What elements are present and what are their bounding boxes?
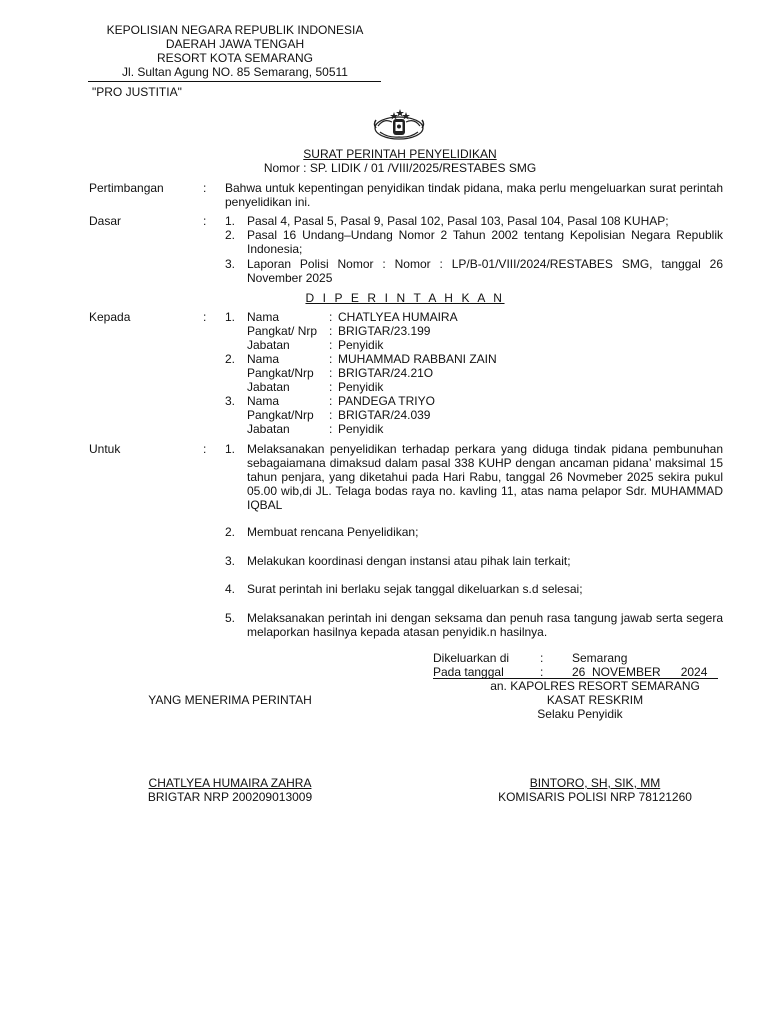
recipient-name: CHATLYEA HUMAIRA ZAHRA (148, 776, 312, 790)
pertimbangan-text: Bahwa untuk kepentingan penyidikan tindak pidana, maka perlu mengeluarkan surat perintah penyelidikan ini. (225, 181, 723, 209)
dasar-item-1-number: 1. (225, 214, 236, 228)
person-2-nama-label: Nama (247, 352, 280, 366)
person-3-nama-sep: : (329, 394, 333, 408)
person-2-pangkat: BRIGTAR/24.21O (338, 366, 434, 380)
signatory-line-2: KASAT RESKRIM (546, 693, 644, 707)
issued-place-label: Dikeluarkan di (433, 651, 510, 665)
person-1-nama-label: Nama (247, 310, 280, 324)
dasar-label: Dasar (89, 214, 122, 228)
person-3-number: 3. (225, 394, 236, 408)
issued-place: Semarang (572, 651, 628, 665)
untuk-item-1-number: 1. (225, 442, 236, 456)
person-3-jabatan-label: Jabatan (247, 422, 290, 436)
person-2-number: 2. (225, 352, 236, 366)
kepada-colon: : (203, 310, 207, 324)
untuk-item-3-text: Melakukan koordinasi dengan instansi atau pihak lain terkait; (247, 554, 571, 568)
letterhead-line-3: RESORT KOTA SEMARANG (156, 51, 314, 65)
untuk-item-3-number: 3. (225, 554, 236, 568)
person-1-pangkat-sep: : (329, 324, 333, 338)
signatory-rank: KOMISARIS POLISI NRP 78121260 (498, 790, 692, 804)
signatory-name-block (470, 776, 720, 804)
person-2-nama: MUHAMMAD RABBANI ZAIN (338, 352, 497, 366)
letterhead (85, 23, 385, 79)
person-2-jabatan: Penyidik (338, 380, 384, 394)
recipient-name-block (100, 776, 360, 804)
untuk-item-1-text: Melaksanakan penyelidikan terhadap perkara yang diduga tindak pidana pembunuhan sebagaiamana dimaksud dalam pasal 338 KUHP dengan ancaman pidana’ maksimal 15 tahun penjara, yang diketahui pada Hari Rabu, tanggal 26 Novmeber 2025 sekira pukul 05.00 wib,di JL. Telaga bodas raya no. kavling 11, atas nama pelapor Sdr. MUHAMMAD IQBAL (247, 442, 723, 512)
document-number: Nomor : SP. LIDIK / 01 /VIII/2025/RESTABES SMG (263, 161, 537, 175)
untuk-item-5-text: Melaksanakan perintah ini dengan seksama dan penuh rasa tangung jawab serta segera melaporkan hasilnya kepada atasan penyidik.n hasilnya. (247, 611, 723, 639)
person-3-jabatan-sep: : (329, 422, 333, 436)
untuk-item-2-text: Membuat rencana Penyelidikan; (247, 525, 419, 539)
letterhead-line-2: DAERAH JAWA TENGAH (165, 37, 305, 51)
diperintahkan-heading: D I P E R I N T A H K A N (305, 291, 505, 305)
person-1-jabatan-sep: : (329, 338, 333, 352)
person-1-pangkat: BRIGTAR/23.199 (338, 324, 431, 338)
person-1-number: 1. (225, 310, 236, 324)
person-2-jabatan-sep: : (329, 380, 333, 394)
signatory-line-3: Selaku Penyidik (537, 707, 623, 721)
untuk-item-4-text: Surat perintah ini berlaku sejak tanggal dikeluarkan s.d selesai; (247, 582, 583, 596)
letterhead-rule (88, 81, 381, 82)
untuk-item-4-number: 4. (225, 582, 236, 596)
dasar-item-2-text: Pasal 16 Undang–Undang Nomor 2 Tahun 2002 tentang Kepolisian Negara Republik Indonesia; (247, 228, 723, 256)
recipient-heading: YANG MENERIMA PERINTAH (148, 693, 312, 707)
letterhead-line-1: KEPOLISIAN NEGARA REPUBLIK INDONESIA (106, 23, 364, 37)
person-3-jabatan: Penyidik (338, 422, 384, 436)
person-1-pangkat-label: Pangkat/ Nrp (247, 324, 318, 338)
recipient-rank: BRIGTAR NRP 200209013009 (147, 790, 313, 804)
dasar-item-2-number: 2. (225, 228, 236, 242)
letterhead-address: Jl. Sultan Agung NO. 85 Semarang, 50511 (122, 65, 348, 79)
signatory-name: BINTORO, SH, SIK, MM (529, 776, 661, 790)
issued-date: 26 NOVEMBER 2024 (572, 665, 708, 679)
person-3-pangkat-sep: : (329, 408, 333, 422)
police-emblem-icon (370, 104, 428, 142)
person-3-pangkat: BRIGTAR/24.039 (338, 408, 431, 422)
untuk-item-2-number: 2. (225, 525, 236, 539)
person-2-nama-sep: : (329, 352, 333, 366)
person-1-jabatan: Penyidik (338, 338, 384, 352)
untuk-item-5-number: 5. (225, 611, 236, 625)
dasar-item-3-text: Laporan Polisi Nomor : Nomor : LP/B-01/VIII/2024/RESTABES SMG, tanggal 26 November 2025 (247, 257, 723, 285)
document-title: SURAT PERINTAH PENYELIDIKAN (303, 147, 497, 161)
issued-date-colon: : (540, 665, 544, 679)
pro-justitia: "PRO JUSTITIA" (92, 85, 182, 99)
untuk-label: Untuk (89, 442, 121, 456)
person-3-nama-label: Nama (247, 394, 280, 408)
dasar-item-3-number: 3. (225, 257, 236, 271)
person-1-nama-sep: : (329, 310, 333, 324)
kepada-label: Kepada (89, 310, 131, 324)
person-1-nama: CHATLYEA HUMAIRA (338, 310, 458, 324)
person-3-pangkat-label: Pangkat/Nrp (247, 408, 314, 422)
document-title-block (250, 147, 550, 175)
untuk-colon: : (203, 442, 207, 456)
person-2-jabatan-label: Jabatan (247, 380, 290, 394)
issued-place-colon: : (540, 651, 544, 665)
pertimbangan-label: Pertimbangan (89, 181, 164, 195)
person-1-jabatan-label: Jabatan (247, 338, 290, 352)
dasar-item-1-text: Pasal 4, Pasal 5, Pasal 9, Pasal 102, Pasal 103, Pasal 104, Pasal 108 KUHAP; (247, 214, 669, 228)
person-3-nama: PANDEGA TRIYO (338, 394, 435, 408)
person-2-pangkat-label: Pangkat/Nrp (247, 366, 314, 380)
pertimbangan-colon: : (203, 181, 207, 195)
dasar-colon: : (203, 214, 207, 228)
person-2-pangkat-sep: : (329, 366, 333, 380)
signatory-line-1: an. KAPOLRES RESORT SEMARANG (490, 679, 700, 693)
issued-date-label: Pada tanggal (433, 665, 504, 679)
